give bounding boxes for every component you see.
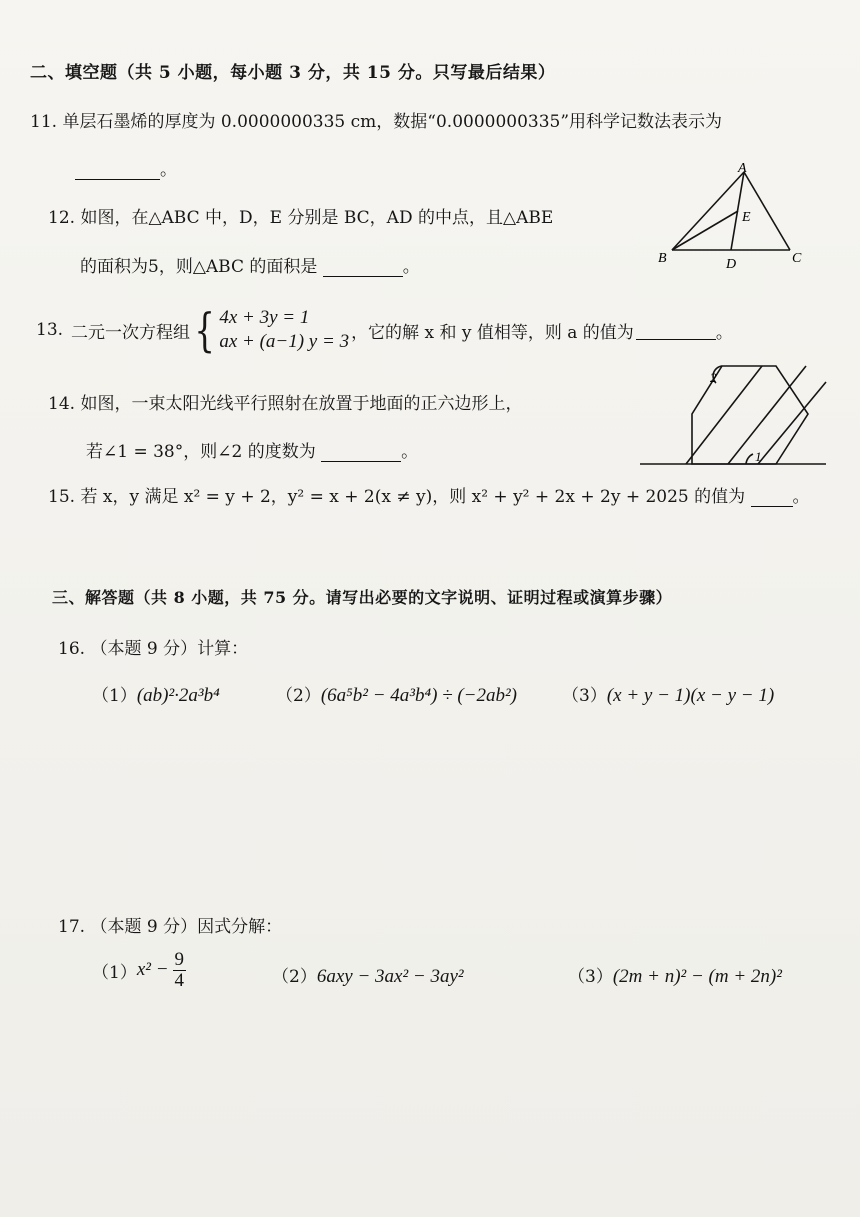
q12-end: 。: [402, 257, 420, 277]
section2-title: 二、填空题（共 5 小题，每小题 3 分，共 15 分。只写最后结果）: [30, 63, 556, 83]
q15-text: 若 x，y 满足 x² = y + 2，y² = x + 2(x ≠ y)，则 x² + y² + 2x + 2y + 2025 的值为: [80, 487, 746, 507]
question-11: [30, 107, 722, 132]
q16-title: （本题 9 分）计算：: [90, 639, 249, 659]
q11-blank[interactable]: [75, 161, 160, 180]
q14-angle2-label: 2: [710, 370, 717, 385]
q12-triangle-figure: [650, 158, 810, 273]
question-16: [58, 634, 248, 659]
q12-segment-be: [672, 211, 738, 250]
q13-number: 13.: [36, 320, 64, 340]
q14-number: 14.: [48, 394, 76, 414]
q16-p3-expression: (x + y − 1)(x − y − 1): [606, 685, 775, 706]
q12-line2: 的面积为5，则△ABC 的面积是: [80, 257, 318, 277]
q14-hexagon-figure: [630, 360, 830, 470]
question-17: [58, 912, 282, 937]
q16-p3-label: （3）: [562, 686, 607, 706]
q12-line2-row: [80, 252, 420, 277]
q13-lead: 二元一次方程组: [71, 322, 191, 343]
q16-p2-expression: (6a⁵b² − 4a³b⁴) ÷ (−2ab²): [320, 685, 518, 706]
q12-number: 12.: [48, 208, 76, 228]
q16-part2: [276, 681, 517, 707]
q17-title: （本题 9 分）因式分解：: [90, 917, 283, 937]
q16-part1: [92, 681, 220, 707]
q17-p2-expression: 6axy − 3ax² − 3ay²: [316, 966, 464, 987]
section3-title: 三、解答题（共 8 小题，共 75 分。请写出必要的文字说明、证明过程或演算步骤）: [52, 588, 673, 607]
q14-end: 。: [401, 442, 419, 462]
q14-angle1-label: 1: [755, 449, 762, 464]
q12-label-c: C: [792, 251, 802, 266]
q14-sunray-1: [686, 366, 762, 464]
q14-line2-row: [86, 437, 418, 462]
q11-text: 单层石墨烯的厚度为 0.0000000335 cm，数据“0.0000000335”用科学记数法表示为: [62, 112, 723, 132]
q11-number: 11.: [30, 112, 58, 132]
question-14: [48, 389, 522, 414]
q17-p3-expression: (2m + n)² − (m + 2n)²: [612, 966, 782, 987]
q12-label-d: D: [726, 257, 737, 272]
q13-end: 。: [715, 322, 733, 343]
q17-part1: [92, 950, 186, 991]
q15-number: 15.: [48, 487, 76, 507]
q13-brace: {: [194, 303, 215, 357]
q13-eq1: 4x + 3y = 1: [219, 307, 310, 328]
q16-p2-label: （2）: [276, 686, 321, 706]
q12-label-b: B: [658, 251, 667, 266]
q12-side-ac: [744, 172, 790, 250]
q17-p1-numerator: 9: [174, 949, 185, 970]
q17-number: 17.: [58, 917, 86, 937]
q16-number: 16.: [58, 639, 86, 659]
question-15: [48, 482, 810, 507]
q17-p1-denominator: 4: [174, 969, 185, 991]
q17-part2: [272, 962, 464, 988]
q13-blank[interactable]: [636, 321, 716, 340]
q14-line1: 如图，一束太阳光线平行照射在放置于地面的正六边形上，: [80, 394, 523, 414]
q12-blank[interactable]: [323, 258, 403, 277]
q14-sunray-3: [758, 382, 826, 464]
q13-tail: ，它的解 x 和 y 值相等，则 a 的值为: [351, 322, 634, 343]
q12-line1: 如图，在△ABC 中，D，E 分别是 BC，AD 的中点，且△ABE: [80, 208, 554, 228]
q11-end: 。: [160, 160, 177, 180]
q14-line2: 若∠1 = 38°，则∠2 的度数为: [86, 442, 316, 462]
q16-p1-label: （1）: [92, 686, 137, 706]
q12-label-a: A: [738, 161, 747, 176]
q15-blank[interactable]: [751, 488, 793, 507]
q17-p1-lead: x² −: [136, 959, 169, 981]
q16-p1-expression: (ab)²·2a³b⁴: [136, 685, 220, 706]
q15-end: 。: [792, 487, 810, 507]
q17-p1-label: （1）: [92, 962, 137, 983]
q11-answer-line: [75, 155, 177, 180]
q14-blank[interactable]: [321, 443, 401, 462]
q16-part3: [562, 681, 774, 707]
q17-p3-label: （3）: [568, 967, 613, 987]
q13-eq2: ax + (a−1) y = 3: [219, 331, 350, 352]
q14-angle1-arc: [746, 454, 753, 464]
q12-label-e: E: [742, 210, 751, 225]
q17-part3: [568, 962, 782, 988]
question-13: [36, 303, 733, 357]
q17-p2-label: （2）: [272, 967, 317, 987]
q14-sunray-2: [728, 366, 806, 464]
q17-p1-fraction: [173, 950, 187, 991]
question-12: [48, 203, 553, 228]
q13-equation-system: [219, 306, 349, 354]
